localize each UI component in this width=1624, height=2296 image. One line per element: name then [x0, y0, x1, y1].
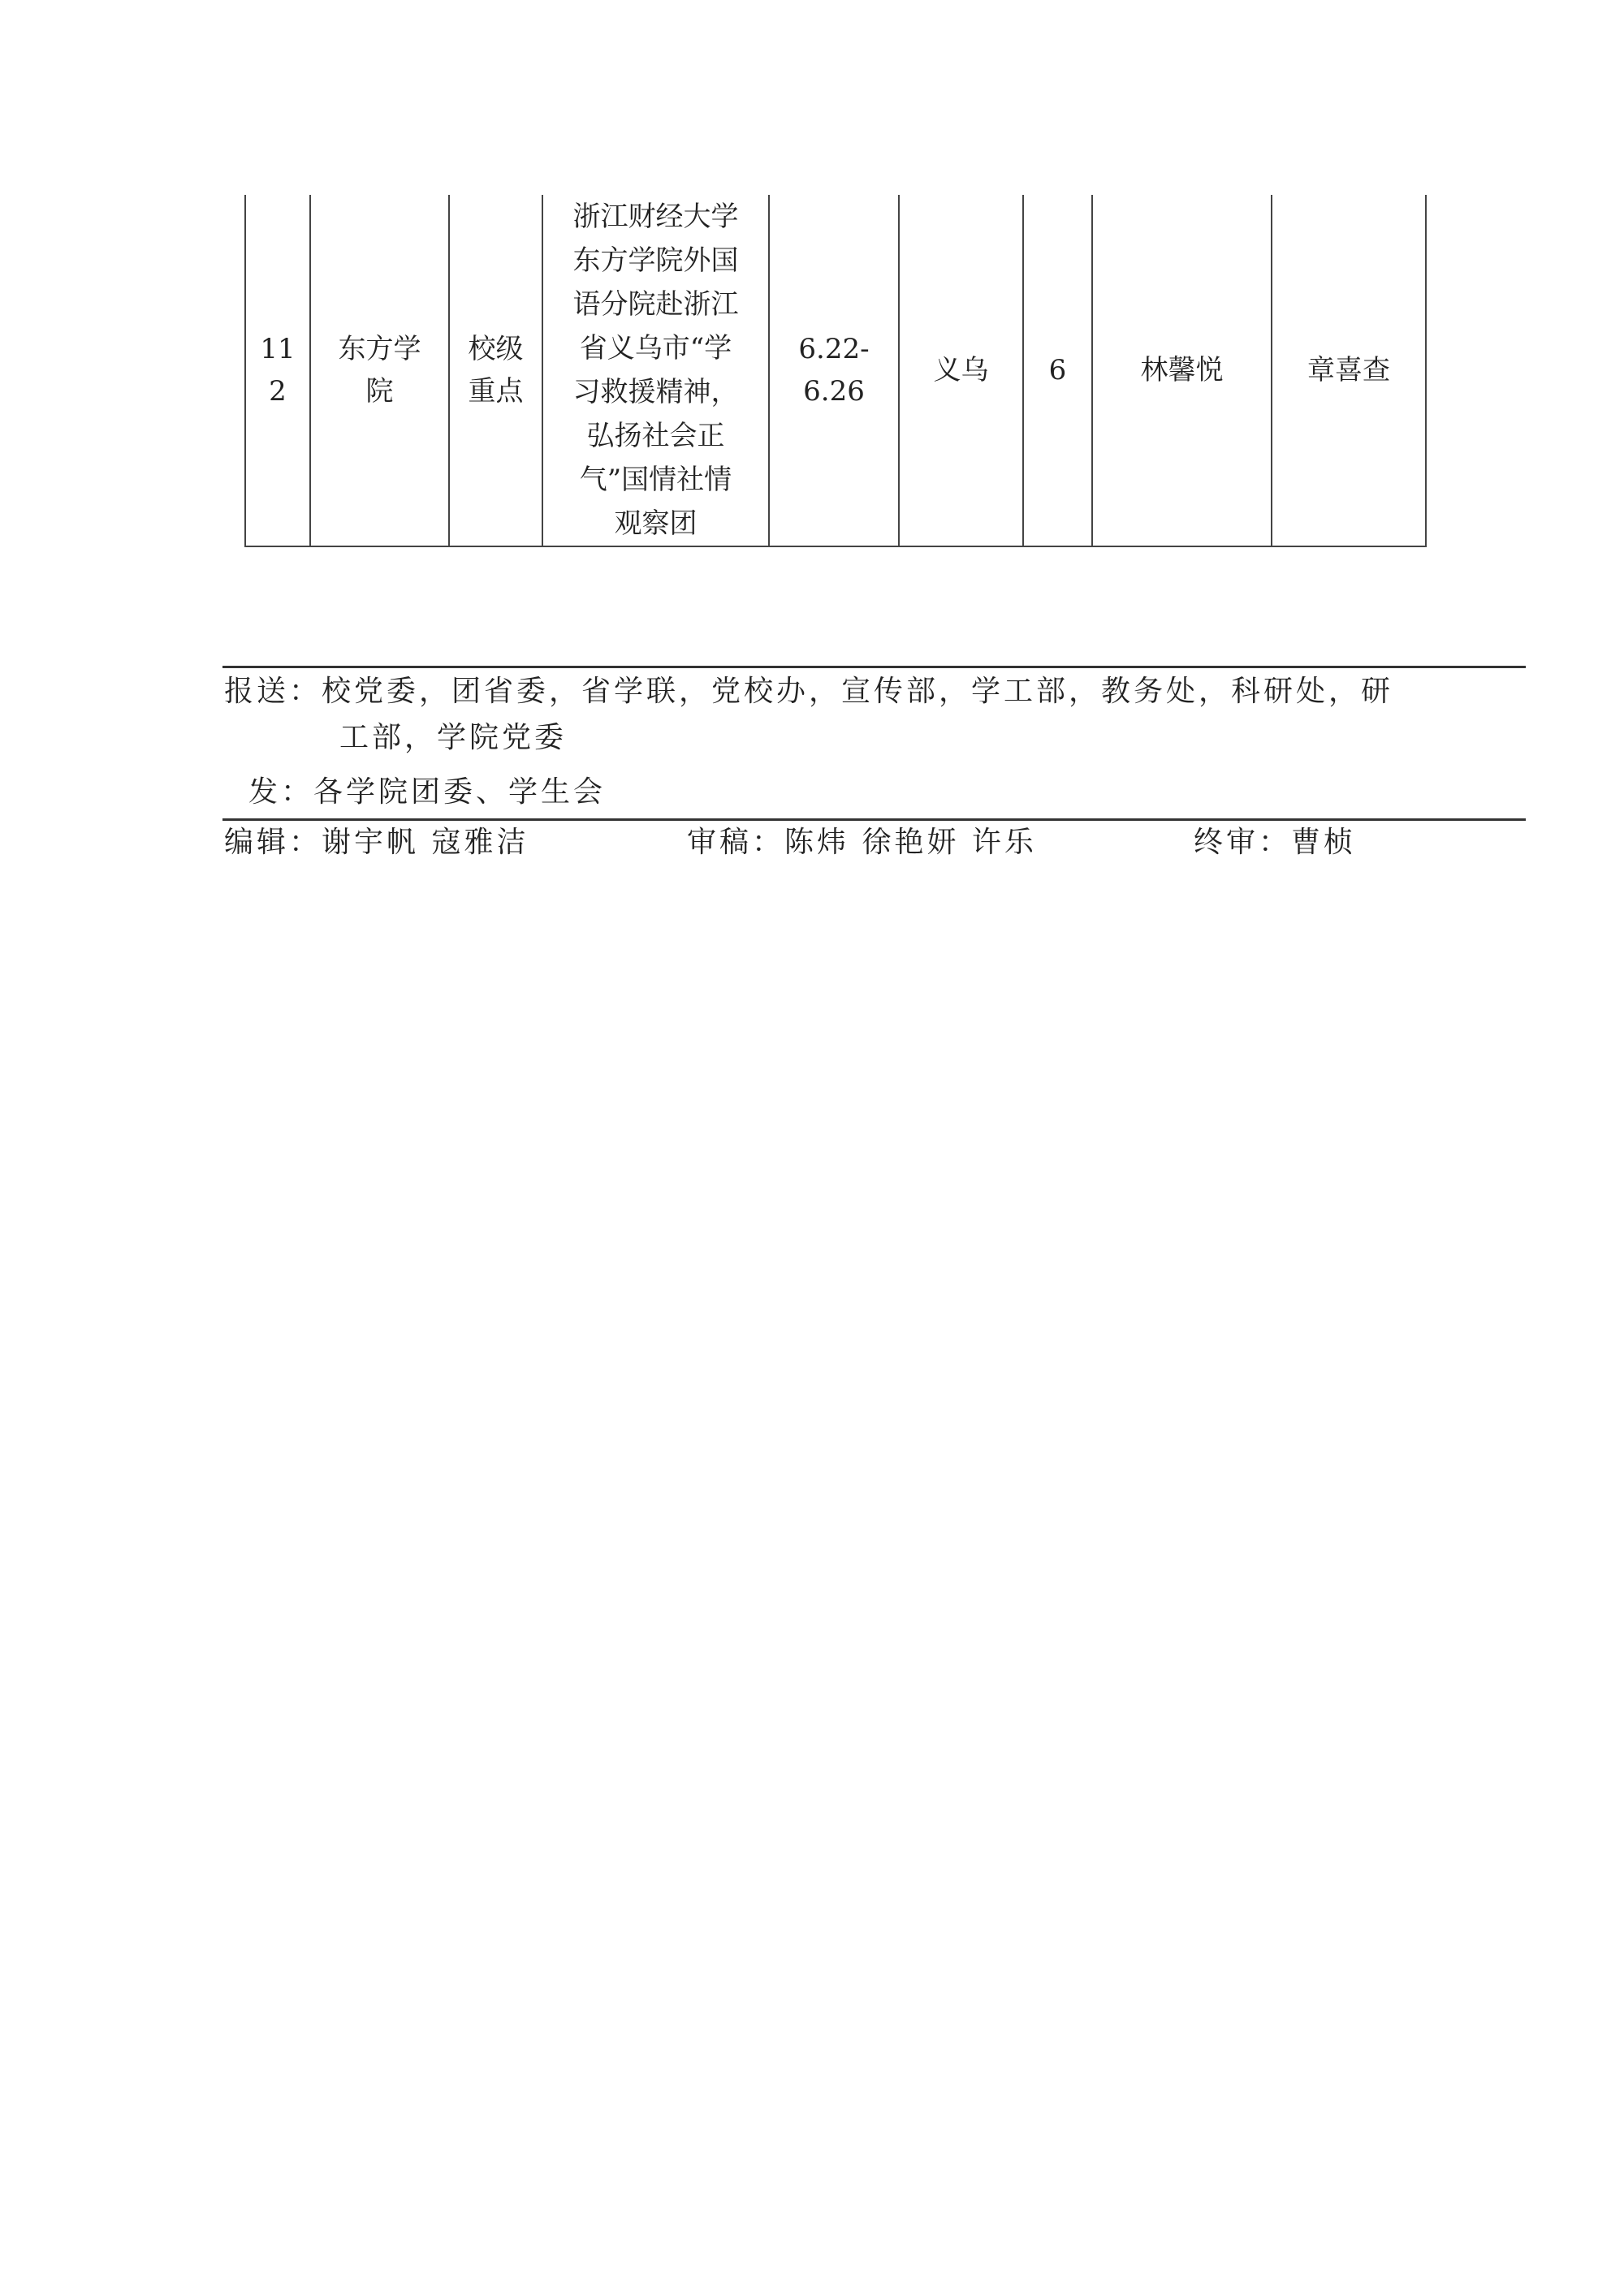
send-to-line1: 报送：校党委，团省委，省学联，党校办，宣传部，学工部，教务处，科研处，研 [224, 675, 1394, 708]
advisor-text: 章喜查 [1307, 354, 1390, 386]
cell-level [449, 195, 542, 546]
footer-bottom-rule [222, 818, 1526, 821]
level-text: 校级重点 [468, 333, 524, 408]
distribute-line: 发：各学院团委、学生会 [248, 775, 607, 809]
cell-leader [1092, 195, 1272, 546]
location-text: 义乌 [933, 354, 989, 386]
team-name-text: 浙江财经大学东方学院外国语分院赴浙江省义乌市“学习救援精神，弘扬社会正气”国情社情观察团 [572, 201, 739, 540]
cell-advisor [1272, 195, 1426, 546]
index-text: 112 [260, 333, 296, 408]
cell-team-name [542, 195, 769, 546]
dates-text: 6.22-6.26 [798, 333, 870, 408]
cell-dates [769, 195, 899, 546]
activity-table [244, 195, 1427, 547]
cell-count [1023, 195, 1092, 546]
footer-top-rule [222, 666, 1526, 668]
editor-line: 编辑：谢宇帆 寇雅洁 [224, 826, 529, 859]
leader-text: 林馨悦 [1140, 354, 1224, 386]
cell-college [310, 195, 449, 546]
college-text: 东方学院 [338, 333, 421, 408]
cell-location [899, 195, 1023, 546]
count-text: 6 [1048, 354, 1067, 386]
reviewer-line: 审稿：陈炜 徐艳妍 许乐 [687, 826, 1037, 859]
table-row [245, 195, 1426, 546]
send-to-line2: 工部，学院党委 [339, 721, 568, 754]
final-review-line: 终审：曹桢 [1194, 826, 1357, 859]
cell-index [245, 195, 310, 546]
